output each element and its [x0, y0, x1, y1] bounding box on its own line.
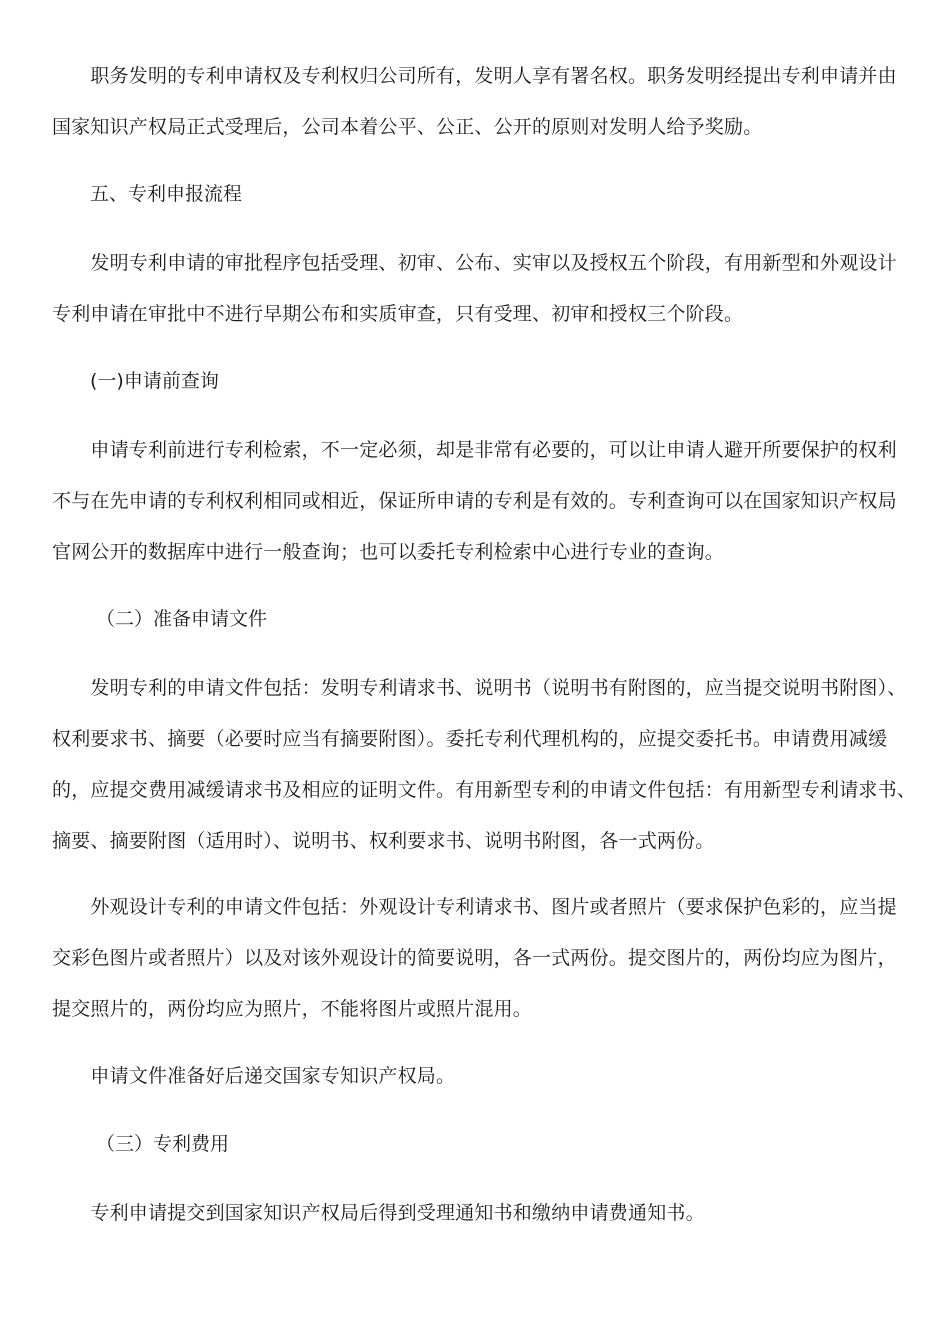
text-line: 发明专利的申请文件包括：发明专利请求书、说明书（说明书有附图的，应当提交说明书附图）、 — [52, 677, 907, 699]
text-line: 专利申请在审批中不进行早期公布和实质审查，只有受理、初审和授权三个阶段。 — [52, 303, 744, 325]
subsection-heading-prior-search: (一)申请前查询 — [90, 370, 219, 392]
subsection-heading-patent-fees: （三）专利费用 — [96, 1133, 230, 1155]
text-line: 申请专利前进行专利检索，不一定必须，却是非常有必要的，可以让申请人避开所要保护的权利 — [52, 439, 897, 461]
text-line: 职务发明的专利申请权及专利权归公司所有，发明人享有署名权。职务发明经提出专利申请并由 — [52, 65, 897, 87]
text-line: 摘要、摘要附图（适用时）、说明书、权利要求书、说明书附图，各一式两份。 — [52, 830, 715, 852]
text-line: 的，应提交费用减缓请求书及相应的证明文件。有用新型专利的申请文件包括：有用新型专利请求书、 — [52, 779, 917, 801]
paragraph-invention-documents — [52, 663, 917, 867]
paragraph-inventor-rights — [52, 51, 904, 153]
text-line: 申请文件准备好后递交国家专知识产权局。 — [52, 1065, 456, 1087]
text-line: 专利申请提交到国家知识产权局后得到受理通知书和缴纳申请费通知书。 — [52, 1202, 705, 1224]
text-line: 发明专利申请的审批程序包括受理、初审、公布、实审以及授权五个阶段，有用新型和外观设计 — [52, 252, 897, 274]
paragraph-fee-notice — [52, 1188, 904, 1239]
paragraph-approval-procedure — [52, 238, 904, 340]
paragraph-patent-search — [52, 425, 904, 578]
text-line: 不与在先申请的专利权利相同或相近，保证所申请的专利是有效的。专利查询可以在国家知识产权局 — [52, 490, 897, 512]
text-line: 交彩色图片或者照片）以及对该外观设计的简要说明，各一式两份。提交图片的，两份均应为图片， — [52, 947, 897, 969]
paragraph-design-documents — [52, 882, 904, 1035]
text-line: 提交照片的，两份均应为照片，不能将图片或照片混用。 — [52, 998, 533, 1020]
text-line: 外观设计专利的申请文件包括：外观设计专利请求书、图片或者照片（要求保护色彩的，应当提 — [52, 896, 897, 918]
text-line: 官网公开的数据库中进行一般查询；也可以委托专利检索中心进行专业的查询。 — [52, 541, 725, 563]
section-heading-application-process: 五、专利申报流程 — [90, 183, 243, 205]
subsection-heading-prepare-documents: （二）准备申请文件 — [96, 608, 268, 630]
text-line: 国家知识产权局正式受理后，公司本着公平、公正、公开的原则对发明人给予奖励。 — [52, 116, 763, 138]
paragraph-submit-documents — [52, 1051, 904, 1102]
text-line: 权利要求书、摘要（必要时应当有摘要附图）。委托专利代理机构的，应提交委托书。申请费用减缓 — [52, 728, 888, 750]
